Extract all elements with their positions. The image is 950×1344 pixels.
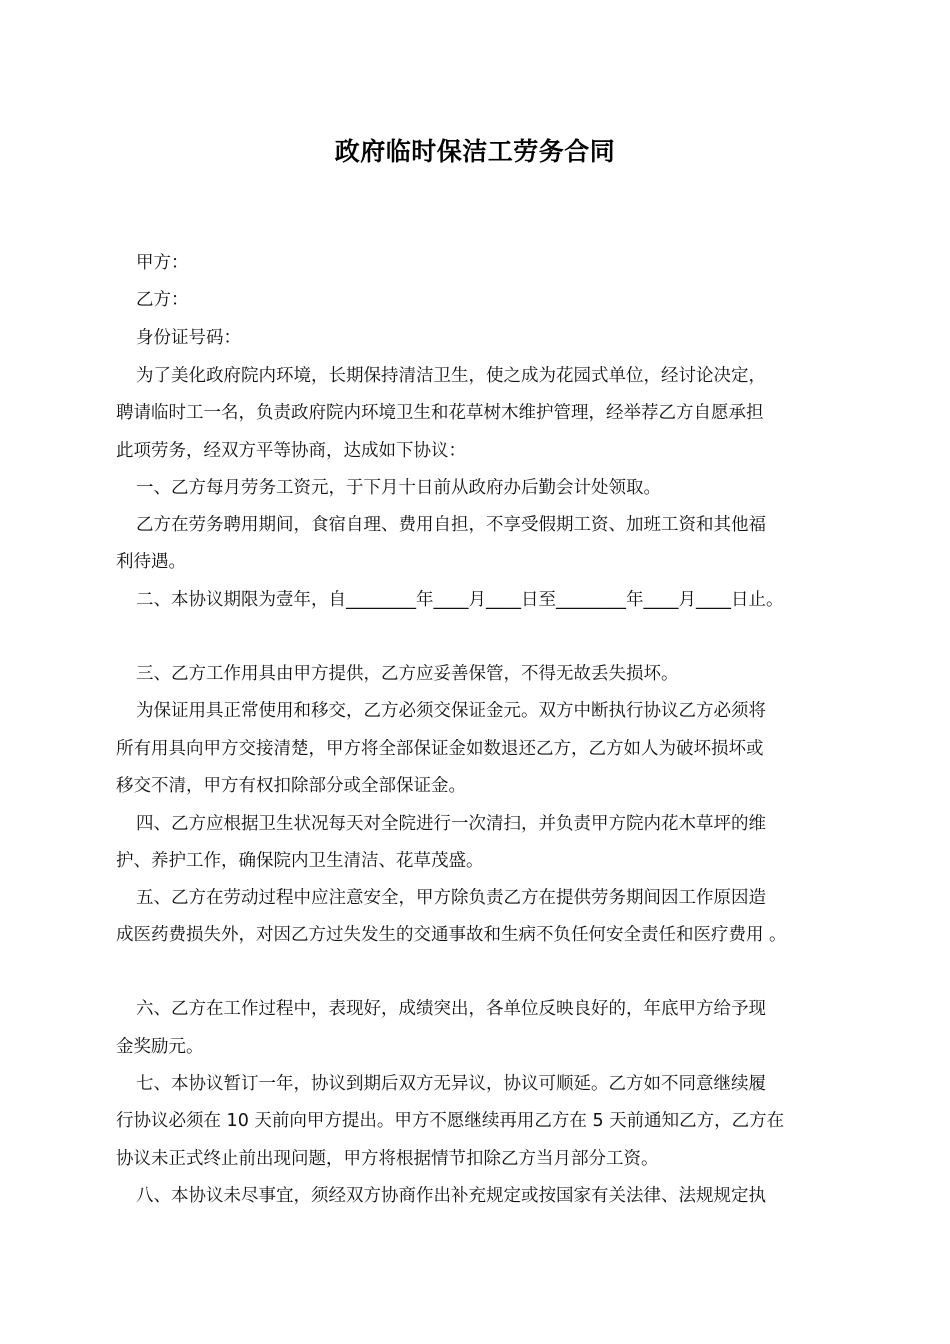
clause-3-note-line-2: 所有用具向甲方交接清楚，甲方将全部保证金如数退还乙方，乙方如人为破坏损坏或 [116,739,764,759]
id-number-label: 身份证号码： [136,328,241,348]
clause-4-line-1: 四、乙方应根据卫生状况每天对全院进行一次清扫，并负责甲方院内花木草坪的维 [136,814,766,834]
clause-8-line-1: 八、本协议未尽事宜，须经双方协商作出补充规定或按国家有关法律、法规规定执 [136,1186,766,1206]
clause-6-line-2: 金奖励元。 [116,1037,204,1057]
clause-1: 一、乙方每月劳务工资元，于下月十日前从政府办后勤会计处领取。 [136,478,661,498]
clause-4-line-2: 护、养护工作，确保院内卫生清洁、花草茂盛。 [116,851,484,871]
party-a-label: 甲方： [136,253,189,273]
clause-7-line-2: 行协议必须在 10 天前向甲方提出。甲方不愿继续再用乙方在 5 天前通知乙方，乙方在 [116,1111,785,1131]
clause-3-note-line-1: 为保证用具正常使用和移交，乙方必须交保证金元。双方中断执行协议乙方必须将 [136,701,766,721]
clause-2: 二、本协议期限为壹年，自________年____月____日至________年____月____日止。 [136,590,784,610]
clause-3-note-line-3: 移交不清，甲方有权扣除部分或全部保证金。 [116,776,466,796]
clause-5-line-1: 五、乙方在劳动过程中应注意安全，甲方除负责乙方在提供劳务期间因工作原因造 [136,888,766,908]
preamble-line-3: 此项劳务，经双方平等协商，达成如下协议： [116,441,466,461]
document-title: 政府临时保洁工劳务合同 [334,137,616,166]
clause-7-line-1: 七、本协议暂订一年，协议到期后双方无异议，协议可顺延。乙方如不同意继续履 [136,1074,766,1094]
clause-5-line-2: 成医药费损失外，对因乙方过失发生的交通事故和生病不负任何安全责任和医疗费用 。 [116,925,787,945]
clause-7-line-3: 协议未正式终止前出现问题，甲方将根据情节扣除乙方当月部分工资。 [116,1149,659,1169]
clause-6-line-1: 六、乙方在工作过程中，表现好，成绩突出，各单位反映良好的，年底甲方给予现 [136,999,766,1019]
party-b-label: 乙方： [136,290,189,310]
clause-1-note-line-1: 乙方在劳务聘用期间，食宿自理、费用自担，不享受假期工资、加班工资和其他福 [136,515,766,535]
preamble-line-2: 聘请临时工一名，负责政府院内环境卫生和花草树木维护管理，经举荐乙方自愿承担 [116,403,764,423]
preamble-line-1: 为了美化政府院内环境，长期保持清洁卫生，使之成为花园式单位，经讨论决定， [136,366,766,386]
clause-3: 三、乙方工作用具由甲方提供，乙方应妥善保管，不得无故丢失损坏。 [136,664,679,684]
clause-1-note-line-2: 利待遇。 [116,552,186,572]
